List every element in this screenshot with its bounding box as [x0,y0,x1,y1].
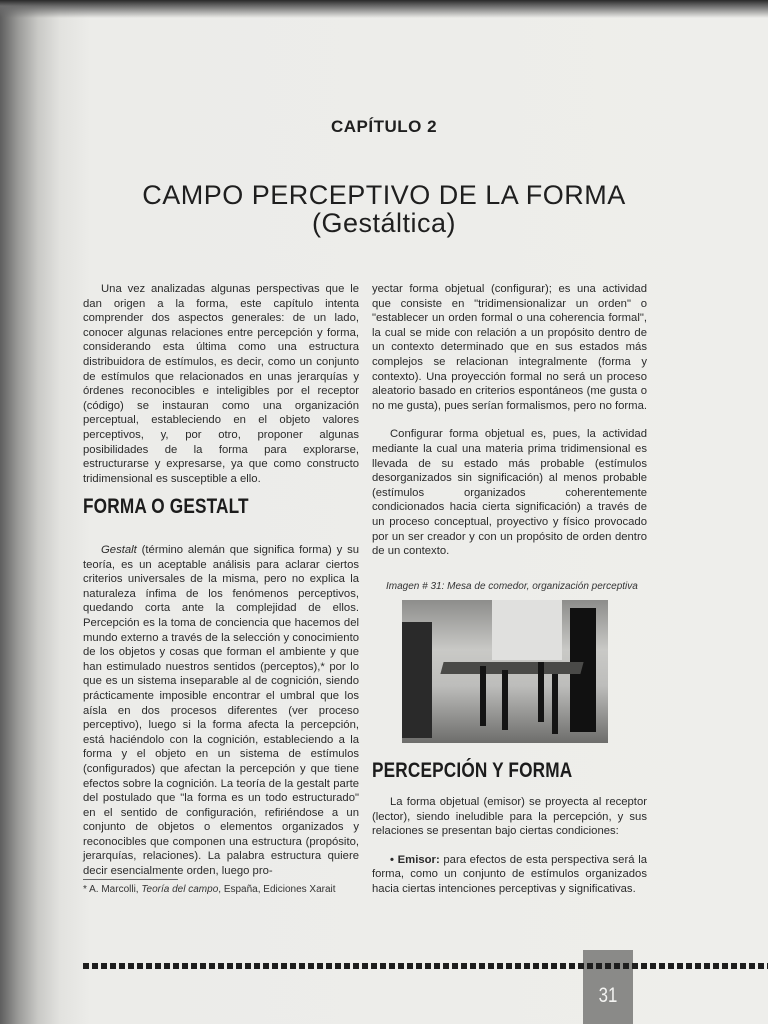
photo-table-leg [480,666,486,726]
photo-window [492,600,562,660]
section-heading-percepcion-forma: PERCEPCIÓN Y FORMA [372,759,573,782]
photo-table-leg [552,674,558,734]
right-column-body [372,795,647,897]
footnote-prefix: * A. Marcolli, [83,884,142,895]
image-caption: Imagen # 31: Mesa de comedor, organización perceptiva [386,581,638,592]
photo-table-leg [502,670,508,730]
footnote-work: Teoría del campo [141,884,219,895]
bullet-label: • Emisor: [390,853,440,866]
intro-paragraph: Una vez analizadas algunas perspectivas que le dan origen a la forma, este capítulo intenta comprender dos aspectos generales: de un lado, conocer algunas relaciones entre percepción y forma, considerando esta última como una estructura distribuidora de estímulos, es decir, como un conjunto de estímulos que relacionados en unas jerarquías y órdenes reconocibles e inteligibles por el receptor (código) se instauran como una organización perceptual, estableciendo en el objeto valores perceptivos, y, por otro, proponer algunas posibilidades de la forma para explorarse, estructurarse y expresarse, ya que como constructo tridimensional es susceptible a ello. [83,283,359,485]
bullet-emisor [372,853,647,897]
chapter-title: CAMPO PERCEPTIVO DE LA FORMA [142,180,626,210]
gestalt-paragraph [83,543,359,879]
dining-table-photo [402,600,608,743]
dotted-rule [83,963,768,969]
page-edge-shadow [0,0,768,18]
gestalt-term: Gestalt [101,544,137,556]
gestalt-text: (término alemán que significa forma) y su teoría, es un aceptable análisis para aclarar ciertos criterios universales de la misma, pero no explica la naturaleza ínfima de los fenómenos perceptivos, quedando corta ante la complejidad de ellos. Percepción es la toma de conciencia que hacemos del mundo externo a través de la selección y conocimiento de los objetos y cosas que forman el ambiente y que han estimulado nuestros sentidos (perceptos),* por lo que es un sistema inseparable al de cognición, siendo prácticamente imposible encontrar el umbral que los aísla en dos procesos diferentes (ver proceso perceptivo), luego si la forma afecta la percepción, está haciéndolo con la cognición, estableciendo a la forma y el objeto en un sistema de estímulos (configurados) que afectan la percepción y que tiene efectos sobre la cognición. La teoría de la gestalt parte del postulado que "la forma es un todo estructurado" en el sentido de configuración, refiriéndose a un conjunto de objetos o elementos organizados y reconocibles que componen una estructura (propósito, jerarquías, relaciones). La palabra estructura quiere decir esencialmente orden, luego pro- [83,544,359,878]
footnote [83,884,336,895]
right-paragraph-1: yectar forma objetual (configurar); es una actividad que consiste en "tridimensionalizar un orden" o "establecer un orden formal o una coherencia formal", la cual se mide con relación a un propósito dentro de un contexto determinado que en sus estados más complejos se relacionan integralmente (forma y contexto). Una proyección formal no será un proceso aleatorio basado en criterios espontáneos (me gusta o no me gusta), pues serían formalismos, pero no forma. [372,283,648,412]
photo-table-leg [538,662,544,722]
page-number: 31 [598,984,618,1007]
right-paragraph-2: Configurar forma objetual es, pues, la actividad mediante la cual una materia prima tridimensional es llevada de su estado más probable (estímulos desorganizados sin significación) al menos probable (estímulos organizados coherentemente condicionados hacia cierta significación) a través de un proceso conceptual, proyectivo y físico provocado por un ser creador y con un propósito de orden dentro de un contexto. [372,428,647,558]
footnote-suffix: , España, Ediciones Xarait [218,884,336,895]
right-column [372,282,647,559]
left-column-body [83,543,359,879]
footnote-rule [83,879,178,880]
chapter-subtitle: (Gestáltica) [311,208,457,238]
chapter-label: CAPÍTULO 2 [330,117,438,136]
right-column-section [372,759,647,782]
photo-wall-left [402,622,432,738]
left-column [83,282,359,486]
right-paragraph-3: La forma objetual (emisor) se proyecta al receptor (lector), siendo ineludible para la percepción, y sus relaciones se presentan bajo ciertas condiciones: [372,796,647,838]
section-heading-forma-gestalt: FORMA O GESTALT [83,495,249,518]
bullet-text: para efectos de esta perspectiva será la forma, como un conjunto de estímulos organizados hacia ciertas intenciones perceptivas y significativas. [372,853,647,895]
left-column-section [83,495,359,518]
photo-table-top [440,662,583,674]
